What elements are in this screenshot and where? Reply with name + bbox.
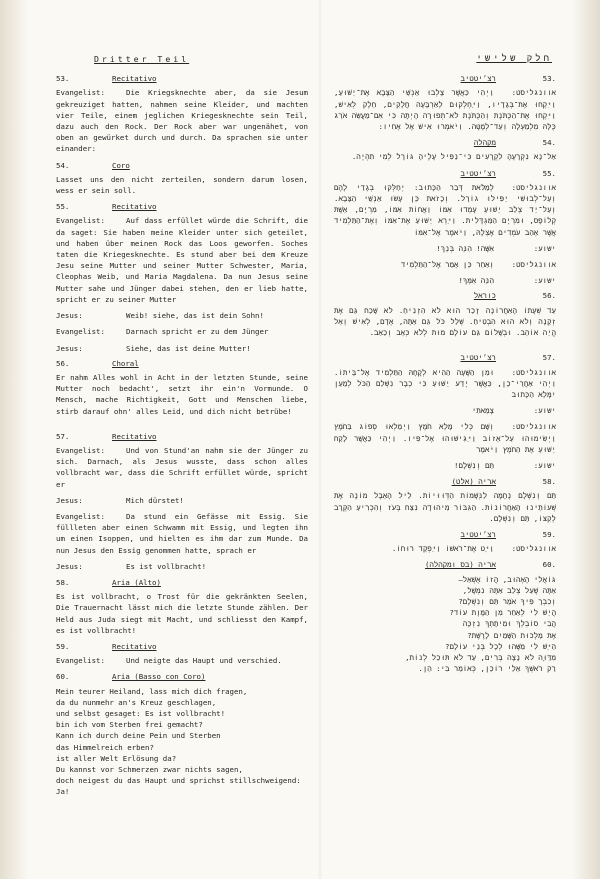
section-56 — [56, 358, 308, 417]
speaker: ישוע: — [533, 460, 556, 470]
verse-line: ist aller Welt Erlösung da? — [56, 753, 177, 763]
section-type: Recitativo — [112, 431, 157, 441]
section-number: .59 — [542, 529, 556, 539]
section-text: Und von Stund'an nahm sie der Jünger zu sich. Darnach, als Jesus wusste, dass schon alles vollbracht war, dass die Schrift erfüllet würde, spricht er — [56, 445, 308, 489]
hebrew-part-title: חלק שלישי — [476, 54, 552, 64]
section-text: Er nahm Alles wohl in Acht in der letzten Stunde, seine Mutter noch bedacht', setzt ihr ein'n Vormunde. O Mensch, mache Richtigkeit, Gott und Menschen liebe, stirb darauf ohn' alles Leid, und dich nicht betrübe! — [56, 372, 308, 416]
speaker: Jesus: — [56, 311, 83, 321]
verse-line: Mein teurer Heiland, lass mich dich fragen, — [56, 686, 248, 696]
german-part-title: Dritter Teil — [94, 54, 190, 64]
section-text: אַל־נָא נִקְרָעֶהָ לִקְרָעִים כִּי־נַפִּיל עָלֶיהָ גּוֹרָל לְמִי תִהְיֶה. — [351, 152, 556, 162]
speaker: ישוע: — [533, 406, 556, 416]
hebrew-column — [334, 54, 556, 674]
section-53 — [334, 73, 556, 132]
speaker: אוונגליסט: — [511, 88, 556, 98]
section-type: רצ׳יטטיב — [460, 74, 496, 84]
verse-line: Du kannst vor Schmerzen zwar nichts sagen, — [56, 765, 243, 775]
section-text: וּמִן הַשָּׁעָה הַהִיא לְקָחָהּ הַתַּלְמִיד אֶל־בֵּיתוֹ. וַיְהִי אַחֲרֵי־כֵן, כַּאֲשֶׁר יָדַע יֵשׁוּעַ כִּי כְבָר נִשְׁלַם הַכֹּל לְמַעַן יִמָּלֵא הַכָּתוּב — [334, 367, 556, 399]
section-text: תַּם וְנִשְׁלָם נֶחָמָה לַנְּשָׁמוֹת הַדְּוּוּיוֹת. לֵיל הָאֵבֶל מוֹנֶה אֶת שְׁעוֹתֵינוּ הָאַחֲרוֹנוֹת. הַגִּבּוֹר מִיהוּדָה נִצַּח בְּעֹז וְהִכְרִיעַ הַקְּרָב לְקִצּוֹ, תַּם וְנִשְׁלָם. — [334, 491, 556, 523]
section-text: וְשָׁם כְּלִי מָלֵא חֹמֶץ וַיְמַלְאוּ סְפוֹג בַּחֹמֶץ וַיְשִׂימוּהוּ עַל־אֵזוֹב וַיַּגִּישׁוּהוּ אֶל־פִּיו. וַיְהִי כַּאֲשֶׁר לָקַח יֵשׁוּעַ אֶת הַחֹמֶץ וַיֹּאמֶר — [334, 422, 556, 454]
verse-line: bin ich vom Sterben frei gemacht? — [56, 720, 203, 730]
section-text: לְמַלֹּאת דְּבַר הַכָּתוּב: יְחַלְּקוּ בְגָדַי לָהֶם וְעַל־לְבוּשִׁי יַפִּילוּ גוֹרָל. וְכָזֹאת כֵּן עָשׂוּ אַנְשֵׁי הַצָּבָא. וְעַל־יַד צְלַב יֵשׁוּעַ עָמְדוּ אִמּוֹ וַאֲחוֹת אִמּוֹ, מִרְיָם, אֵשֶׁת קְלוֹפָס, וּמִרְיָם הַמַּגְדָּלִית. וַיַּרְא יֵשׁוּעַ אֶת־אִמּוֹ וְאֶת־הַתַּלְמִיד אֲשֶׁר אָהַב עֹמְדִים אֶצְלָהּ, וַיֹּאמֶר אֶל־אִמּוֹ — [334, 182, 556, 237]
speaker: ישוע: — [533, 276, 556, 286]
section-55 — [334, 168, 556, 287]
section-60 — [334, 559, 556, 674]
verse-line: הֲיֵשׁ לִי לְאַחַר מִן הַמָּוֶת עוֹד? — [449, 608, 556, 618]
speaker: Evangelist: — [56, 511, 105, 521]
page-fold — [318, 0, 322, 879]
verse-line: אַתָּה שֶׁעַל צְלַב אַתָּה נִמְשָׁל, — [462, 585, 556, 595]
section-type: רצ׳יטטיב — [460, 529, 496, 539]
section-59 — [56, 641, 308, 666]
section-number: .56 — [542, 291, 556, 301]
dialogue-line: הִנֵּה אִמְּךָ! — [458, 276, 494, 286]
section-57 — [334, 352, 556, 471]
dialogue-line: Weib! siehe, das ist dein Sohn! — [126, 311, 264, 321]
dialogue-line: Und neigte das Haupt und verschied. — [126, 656, 282, 666]
section-56 — [334, 290, 556, 338]
verse-line: Kann ich durch deine Pein und Sterben — [56, 731, 221, 741]
section-text: Da stund ein Gefässe mit Essig. Sie füllleten aber einen Schwamm mit Essig, und legten ihn um einen Isoppen, und hielten es ihm dar zum Munde. Da nun Jesus den Essig genommen hatte, sprach er — [56, 511, 308, 555]
section-text: Es ist vollbracht, o Trost für die gekränkten Seelen, Die Trauernacht lässt mich die letzte Stunde zählen. Der Held aus Juda siegt mit Macht, und schliesst den Kampf, es ist vollbracht! — [56, 592, 308, 635]
section-number: .60 — [542, 560, 556, 570]
dialogue-line: תַּם וְנִשְׁלָם! — [454, 460, 494, 470]
speaker: Evangelist: — [56, 88, 105, 98]
section-54 — [334, 137, 556, 162]
section-type: Aria (Basso con Coro) — [112, 672, 206, 682]
section-number: .53 — [542, 74, 556, 84]
dialogue-line: Siehe, das ist deine Mutter! — [126, 343, 251, 353]
section-57 — [56, 431, 308, 572]
verse-line: אֶת מַלְכוּת הַשָּׁמַיִם לָרֶשֶׁת? — [467, 630, 556, 640]
section-60 — [56, 671, 308, 797]
section-58 — [56, 577, 308, 636]
verse-line: da du nunmehr an's Kreuz geschlagen, — [56, 697, 217, 707]
section-type: Recitativo — [112, 642, 157, 651]
section-number: .58 — [542, 477, 556, 487]
speaker: ישוע: — [533, 243, 556, 253]
section-number: 58. — [56, 577, 70, 587]
section-number: .57 — [542, 353, 556, 363]
section-text: Auf dass erfüllet würde die Schrift, die da saget: Sie haben meine Kleider unter sich geteilet, und haben über meinen Rock das Loos geworfen. Soches taten die Kriegesknechte. Es stund aber bei dem Kreuze Jesu seine Mutter und seiner Mutter Schwester, Maria, Cleophas Weib, und Maria Magdalena. Da nun Jesus seine Mutter sahe und Jünger dabei stehen, den er lieb hatte, spricht er zu seiner Mutter — [56, 216, 308, 304]
section-number: 57. — [56, 431, 70, 441]
page-edge-shadow — [0, 0, 28, 879]
dialogue-line: Es ist vollbracht! — [126, 561, 207, 571]
dialogue-line: וְאַחַר כֵּן אָמַר אֶל־הַתַּלְמִיד — [400, 260, 494, 270]
verse-line: doch neigest du das Haupt und sprichst stillschweigend: Ja! — [56, 776, 301, 797]
section-number: 55. — [56, 202, 70, 212]
section-type: רצ׳יטטיב — [460, 168, 496, 178]
section-54 — [56, 160, 308, 197]
section-55 — [56, 201, 308, 353]
section-text: וַיְהִי כַּאֲשֶׁר צָלְבוּ אַנְשֵׁי הַצָּבָא אֶת־יֵשׁוּעַ, וַיִּקְחוּ אֶת־בְּגָדָיו, וַיַּחְלְקוּם לְאַרְבָּעָה חֲלָקִים, חֵלֶק לְאִישׁ, וַיִּקְחוּ אֶת־הַכֻּתֹּנֶת וְהַכֻּתֹּנֶת לֹא־תְפוּרָה הָיְתָה כִּי אִם־מַעֲשֵׂה אֹרֵג כֻּלָּהּ מִלְמַעְלָה וְעַד־לְמָטָּה. וַיֹּאמְרוּ אִישׁ אֶל אָחִיו: — [334, 88, 556, 132]
dialogue-line: צָמֵאתִי — [471, 406, 494, 416]
speaker: Evangelist: — [56, 327, 105, 337]
section-type: אריה (אלט) — [451, 477, 496, 487]
speaker: Evangelist: — [56, 656, 105, 666]
page-edge-shadow — [572, 0, 600, 879]
speaker: אוונגליסט: — [511, 367, 556, 377]
section-type: Coro — [112, 160, 130, 170]
section-53 — [56, 73, 308, 154]
section-number: .55 — [542, 168, 556, 178]
section-number: 59. — [56, 642, 70, 651]
section-type: מקהלה — [473, 138, 496, 148]
section-type: Aria (Alto) — [112, 577, 161, 587]
speaker: Evangelist: — [56, 445, 105, 455]
speaker: Jesus: — [56, 343, 83, 353]
speaker: אוונגליסט: — [511, 422, 556, 432]
speaker: אוונגליסט: — [511, 544, 556, 554]
dialogue-line: אִשָּׁה! הִנֵּה בְּנֵךְ! — [436, 243, 494, 253]
section-number: .54 — [542, 138, 556, 148]
section-number: 53. — [56, 74, 70, 84]
section-number: 56. — [56, 358, 70, 368]
section-type: Recitativo — [112, 202, 157, 212]
verse-line: das Himmelreich erben? — [56, 742, 154, 752]
speaker: Jesus: — [56, 561, 83, 571]
verse-line: וְכִבְרָ פִּיךָ אֹמֵר תַּם וְנִשְׁלָם? — [458, 596, 556, 606]
dialogue-line: וַיֵּט אֶת־רֹאשׁוֹ וַיַּפְקֵד רוּחוֹ. — [391, 544, 494, 554]
section-58 — [334, 476, 556, 524]
section-text: Lasset uns den nicht zerteilen, sondern darum losen, wess er sein soll. — [56, 174, 308, 196]
speaker: אוונגליסט: — [511, 260, 556, 270]
section-type: רצ׳יטטיב — [460, 353, 496, 363]
section-number: 60. — [56, 672, 70, 682]
section-text: עַד שְׁעָתוֹ הָאַחֲרוֹנָה זָכַר הוּא לֹא הִזְנִיחַ. לֹא שָׁכַח גַּם אֶת זְקֵנָה וְלֹא הוּא הִבְטִיחַ. שְׁלַל כֹּל גַּם אַתָּה, אָדָם, לְאִישׁ וְאֵל הֱיֵה אוֹהֵב. וּבְשָׁלוֹם גַּם עוֹלָם מוּת לְלֹא כְּאֵב וְכַאַב. — [334, 305, 556, 338]
german-column — [56, 54, 308, 798]
verse-line: und selbst gesaget: Es ist vollbracht! — [56, 709, 226, 719]
speaker: Evangelist: — [56, 216, 105, 226]
section-type: Choral — [112, 358, 139, 368]
verse-line: רַק רֹאשְׁךָ אֵלַי רוֹכֵן, כְּאוֹמֵר בִּי: הֵן. — [418, 664, 556, 674]
verse-line: גּוֹאֲלִי הָאָהוּב, הֲזוֹ אֶשְׁאַל— — [458, 574, 556, 584]
section-type: כוראל — [473, 291, 496, 301]
section-59 — [334, 529, 556, 554]
verse-line: מִדַּוָּה לֹא נָצָה בְּרִים, עַד לֹא תּוּכַל לְנוֹת, — [405, 653, 556, 662]
dialogue-line: Darnach spricht er zu dem Jünger — [126, 327, 269, 337]
verse-line: הֲבִי סוֹבְלְךָ וּמִיתָתְךָ נִזְכֶּה — [462, 619, 556, 629]
speaker: Jesus: — [56, 495, 83, 505]
section-text: Die Kriegsknechte aber, da sie Jesum gekreuziget hatten, nahmen seine Kleider, und machten vier Teile, einem jeglichen Kriegesknechte sein Teil, dazu auch den Rock. Der Rock aber war ungenähet, von oben an gewürket durch und durch. Da sprachen sie unter einander: — [56, 88, 308, 154]
speaker: אוונגליסט: — [511, 182, 556, 192]
section-number: 54. — [56, 160, 70, 170]
dialogue-line: Mich dürstet! — [126, 495, 184, 505]
verse-line: הַיֵּשׁ לִי מַשֶּׁהוּ לְכָל בְּנֵי עוֹלָם? — [445, 641, 556, 651]
section-type: אריה (בס ומקהלה) — [424, 560, 496, 570]
section-type: Recitativo — [112, 74, 157, 84]
